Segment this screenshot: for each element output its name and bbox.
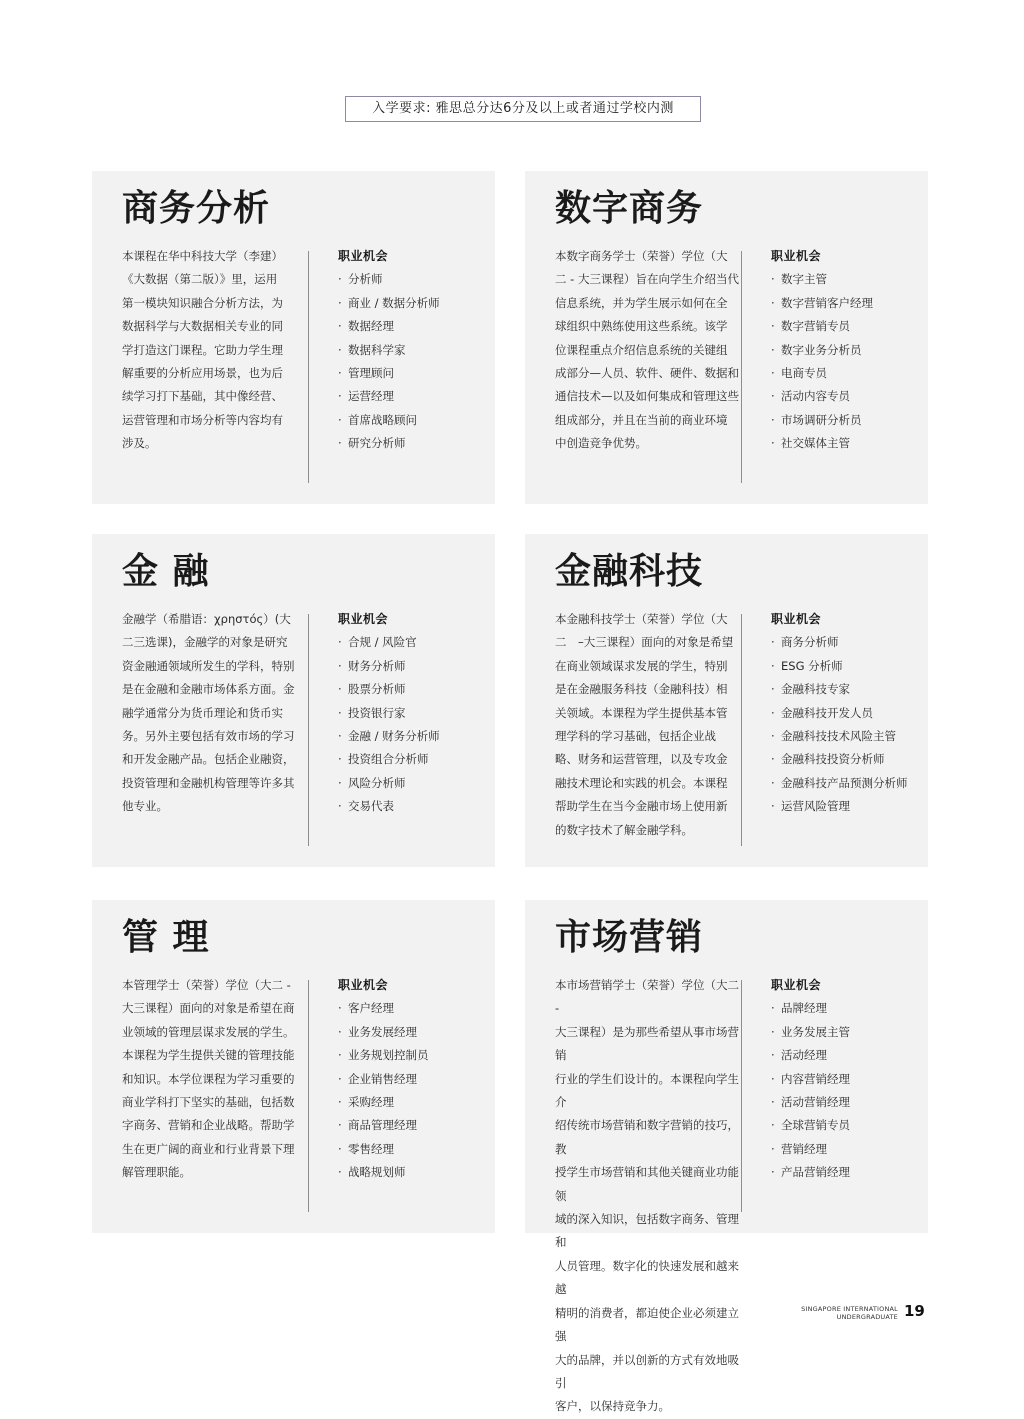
career-list [338,974,429,1185]
career-item [771,1021,850,1044]
career-item-label: 战略规划师 [348,1165,406,1180]
bullet-icon: · [338,705,342,720]
career-item-label: 数字业务分析员 [781,342,862,357]
description-line: 本课程在华中科技大学（李建） [122,249,283,263]
career-list [771,608,908,819]
description-line: 融学通常分为货币理论和货币实 [122,705,283,720]
footer-brand-line2: UNDERGRADUATE [836,1313,898,1321]
career-item [338,1161,429,1184]
description-line: 理学科的学习基础，包括企业战 [555,729,716,744]
career-item [338,1068,429,1091]
career-item-label: 数字营销专员 [781,319,850,334]
bullet-icon: · [338,342,342,357]
career-heading: 职业机会 [338,249,389,263]
career-item-label: 风险分析师 [348,775,406,790]
career-heading: 职业机会 [338,612,389,626]
career-item [338,631,440,654]
career-item [338,1138,429,1161]
career-item [338,678,440,701]
course-title: 金 融 [122,551,210,592]
divider [741,980,742,1212]
career-item-label: 品牌经理 [781,1001,827,1016]
description-line: 本课程为学生提供关键的管理技能 [122,1048,295,1063]
career-heading: 职业机会 [771,612,822,626]
career-item-label: 投资组合分析师 [348,752,429,767]
career-item-label: 数字主管 [781,272,827,287]
career-item [771,362,873,385]
career-item-label: 股票分析师 [348,682,406,697]
bullet-icon: · [338,295,342,310]
bullet-icon: · [771,366,775,381]
career-item [338,725,440,748]
career-item [338,315,440,338]
career-item [338,655,440,678]
bullet-icon: · [338,1001,342,1016]
career-item-label: 产品营销经理 [781,1165,850,1180]
bullet-icon: · [771,436,775,451]
bullet-icon: · [771,1024,775,1039]
career-item-label: 零售经理 [348,1141,394,1156]
description-line: 中创造竞争优势。 [555,436,647,451]
career-item-label: 金融科技产品预测分析师 [781,775,908,790]
divider [308,251,309,483]
career-list [338,608,440,819]
description-line: 和开发金融产品。包括企业融资， [122,752,295,767]
career-item-label: 营销经理 [781,1141,827,1156]
bullet-icon: · [338,752,342,767]
description-line: 位课程重点介绍信息系统的关键组 [555,342,728,357]
career-item [338,292,440,315]
career-item [771,268,873,291]
career-item [338,432,440,455]
career-item [338,1114,429,1137]
description-line: 投资管理和金融机构管理等许多其 [122,775,295,790]
career-item [771,1091,850,1114]
course-title: 管 理 [122,917,210,958]
description-line: 数据科学与大数据相关专业的同 [122,319,283,334]
bullet-icon: · [771,752,775,767]
career-item [338,748,440,771]
bullet-icon: · [771,1141,775,1156]
career-item-label: 活动内容专员 [781,389,850,404]
bullet-icon: · [338,775,342,790]
course-title: 商务分析 [122,188,271,229]
career-item-label: 采购经理 [348,1095,394,1110]
description-line: 融技术理论和实践的机会。本课程 [555,775,728,790]
career-item [338,997,429,1020]
bullet-icon: · [338,658,342,673]
bullet-icon: · [338,319,342,334]
bullet-icon: · [771,1048,775,1063]
description-line: 本金融科技学士（荣誉）学位（大 [555,612,728,626]
bullet-icon: · [771,1095,775,1110]
career-item-label: 合规 / 风险官 [348,635,417,650]
career-item-label: 电商专员 [781,366,827,381]
divider [741,251,742,483]
bullet-icon: · [338,1071,342,1086]
divider [741,614,742,846]
bullet-icon: · [338,799,342,814]
description-line: 解管理职能。 [122,1165,191,1180]
career-item-label: 业务发展主管 [781,1024,850,1039]
bullet-icon: · [771,635,775,650]
bullet-icon: · [338,1024,342,1039]
career-item-label: 金融科技投资分析师 [781,752,885,767]
description-line: 续学习打下基础，其中像经营、 [122,389,283,404]
bullet-icon: · [771,682,775,697]
description-line: 是在金融服务科技（金融科技）相 [555,682,728,697]
description-line: 大三课程）是为那些希望从事市场营销 [555,1024,739,1063]
bullet-icon: · [338,635,342,650]
course-title: 数字商务 [555,188,704,229]
career-item [338,702,440,725]
bullet-icon: · [338,366,342,381]
bullet-icon: · [771,1071,775,1086]
career-item [338,795,440,818]
bullet-icon: · [338,1141,342,1156]
career-item-label: 金融科技技术风险主管 [781,729,896,744]
career-heading: 职业机会 [771,978,822,992]
description-line: 字商务、营销和企业战略。帮助学 [122,1118,295,1133]
career-item-label: 运营经理 [348,389,394,404]
career-item-label: 市场调研分析员 [781,412,862,427]
bullet-icon: · [771,1118,775,1133]
course-description [122,974,310,1185]
career-item-label: 内容营销经理 [781,1071,850,1086]
career-item [771,1161,850,1184]
description-line: 生在更广阔的商业和行业背景下理 [122,1141,295,1156]
career-item-label: ESG 分析师 [781,658,843,673]
career-item-label: 金融科技专家 [781,682,850,697]
description-line: 大的品牌，并以创新的方式有效地吸引 [555,1352,739,1390]
career-item [338,1021,429,1044]
description-line: 关领域。本课程为学生提供基本管 [555,705,728,720]
career-item [771,432,873,455]
career-item-label: 首席战略顾问 [348,412,417,427]
description-line: 人员管理。数字化的快速发展和越来越 [555,1258,739,1297]
career-item [338,385,440,408]
description-line: 球组织中熟练使用这些系统。该学 [555,319,728,334]
description-line: 金融学（希腊语：χρηστός）(大 [122,612,291,626]
description-line: 信息系统，并为学生展示如何在全 [555,295,728,310]
career-item-label: 活动经理 [781,1048,827,1063]
description-line: 成部分—人员、软件、硬件、数据和 [555,366,739,381]
course-description [555,974,743,1419]
bullet-icon: · [338,682,342,697]
bullet-icon: · [338,272,342,287]
description-line: 授学生市场营销和其他关键商业功能领 [555,1165,739,1203]
career-item [771,997,850,1020]
career-item-label: 全球营销专员 [781,1118,850,1133]
description-line: 域的深入知识，包括数字商务、管理和 [555,1212,739,1250]
course-description [122,608,310,819]
bullet-icon: · [771,1001,775,1016]
career-item-label: 运营风险管理 [781,799,850,814]
bullet-icon: · [338,1095,342,1110]
description-line: 帮助学生在当今金融市场上使用新 [555,799,728,814]
career-item-label: 数据经理 [348,319,394,334]
divider [308,614,309,846]
description-line: 第一模块知识融合分析方法，为 [122,295,283,310]
career-item [338,268,440,291]
description-line: 《大数据（第二版）》里，运用 [122,272,278,287]
description-line: 本市场营销学士（荣誉）学位（大二 - [555,978,739,1016]
career-item-label: 活动营销经理 [781,1095,850,1110]
career-item-label: 管理顾问 [348,366,394,381]
career-item [338,362,440,385]
course-description [555,245,743,456]
page-number: 19 [904,1302,925,1320]
bullet-icon: · [771,272,775,287]
description-line: 解重要的分析应用场景，也为后 [122,366,283,381]
description-line: 通信技术—以及如何集成和管理这些 [555,389,739,404]
career-item-label: 商品管理经理 [348,1118,417,1133]
course-title: 金融科技 [555,551,704,592]
career-item [771,385,873,408]
bullet-icon: · [771,389,775,404]
description-line: 本管理学士（荣誉）学位（大二 - [122,978,291,992]
career-item-label: 社交媒体主管 [781,436,850,451]
career-item [771,772,908,795]
description-line: 二三选课)，金融学的对象是研究 [122,635,288,650]
description-line: 大三课程）面向的对象是希望在商 [122,1001,295,1016]
career-list [771,974,850,1185]
footer-brand [790,1305,898,1321]
career-list [771,245,873,456]
career-item [771,1138,850,1161]
career-item [338,1091,429,1114]
career-heading: 职业机会 [771,249,822,263]
bullet-icon: · [338,389,342,404]
description-line: 在商业领域谋求发展的学生，特别 [555,658,728,673]
description-line: 商业学科打下坚实的基础，包括数 [122,1095,295,1110]
description-line: 绍传统市场营销和数字营销的技巧，教 [555,1118,739,1156]
course-card-digital-business [525,171,928,504]
career-item [338,409,440,432]
career-item-label: 客户经理 [348,1001,394,1016]
bullet-icon: · [771,775,775,790]
career-item-label: 业务发展经理 [348,1024,417,1039]
career-item [771,655,908,678]
bullet-icon: · [771,705,775,720]
career-item [338,1044,429,1067]
career-item [771,1068,850,1091]
description-line: 组成部分，并且在当前的商业环境 [555,412,728,427]
course-title: 市场营销 [555,917,704,958]
description-line: 略、财务和运营管理，以及专攻金 [555,752,728,767]
description-line: 他专业。 [122,799,168,814]
bullet-icon: · [771,1165,775,1180]
description-line: 精明的消费者，都迫使企业必须建立强 [555,1305,739,1344]
course-description [122,245,310,456]
course-card-finance [92,534,495,867]
description-line: 和知识。本学位课程为学习重要的 [122,1071,295,1086]
career-item-label: 数据科学家 [348,342,406,357]
description-line: 涉及。 [122,436,157,451]
bullet-icon: · [771,319,775,334]
description-line: 二 –大三课程）面向的对象是希望 [555,635,734,650]
career-item [771,292,873,315]
career-item [338,339,440,362]
career-item-label: 企业销售经理 [348,1071,417,1086]
bullet-icon: · [338,436,342,451]
career-item-label: 数字营销客户经理 [781,295,873,310]
admission-requirement: 入学要求: 雅思总分达6分及以上或者通过学校内测 [345,96,701,122]
description-line: 运营管理和市场分析等内容均有 [122,412,283,427]
career-item [771,339,873,362]
career-item [338,772,440,795]
description-line: 学打造这门课程。它助力学生理 [122,342,283,357]
bullet-icon: · [338,1048,342,1063]
description-line: 客户，以保持竞争力。 [555,1399,670,1414]
bullet-icon: · [771,799,775,814]
career-item-label: 投资银行家 [348,705,406,720]
career-item-label: 财务分析师 [348,658,406,673]
description-line: 资金融通领域所发生的学科，特别 [122,658,295,673]
bullet-icon: · [338,1165,342,1180]
career-item-label: 业务规划控制员 [348,1048,429,1063]
divider [308,980,309,1212]
career-item-label: 商务分析师 [781,635,839,650]
description-line: 二 - 大三课程）旨在向学生介绍当代 [555,272,739,287]
career-item [771,1114,850,1137]
career-item [771,748,908,771]
career-list [338,245,440,456]
career-item [771,702,908,725]
career-item-label: 商业 / 数据分析师 [348,295,440,310]
description-line: 本数字商务学士（荣誉）学位（大 [555,249,728,263]
career-item [771,315,873,338]
bullet-icon: · [338,729,342,744]
course-card-business-analytics [92,171,495,504]
career-item [771,631,908,654]
description-line: 是在金融和金融市场体系方面。金 [122,682,295,697]
career-item-label: 金融科技开发人员 [781,705,873,720]
career-item [771,725,908,748]
career-item [771,409,873,432]
bullet-icon: · [771,295,775,310]
career-item-label: 交易代表 [348,799,394,814]
description-line: 行业的学生们设计的。本课程向学生介 [555,1071,739,1110]
description-line: 的数字技术了解金融学科。 [555,822,693,837]
career-item [771,678,908,701]
career-item-label: 金融 / 财务分析师 [348,729,440,744]
description-line: 业领域的管理层谋求发展的学生。 [122,1024,295,1039]
career-item [771,1044,850,1067]
career-item [771,795,908,818]
career-item-label: 研究分析师 [348,436,406,451]
bullet-icon: · [771,658,775,673]
bullet-icon: · [771,729,775,744]
bullet-icon: · [338,412,342,427]
bullet-icon: · [338,1118,342,1133]
description-line: 务。另外主要包括有效市场的学习 [122,729,295,744]
bullet-icon: · [771,412,775,427]
footer-brand-line1: SINGAPORE INTERNATIONAL [801,1305,898,1313]
career-item-label: 分析师 [348,272,383,287]
course-card-management [92,900,495,1233]
course-card-fintech [525,534,928,867]
bullet-icon: · [771,342,775,357]
course-description [555,608,743,842]
career-heading: 职业机会 [338,978,389,992]
